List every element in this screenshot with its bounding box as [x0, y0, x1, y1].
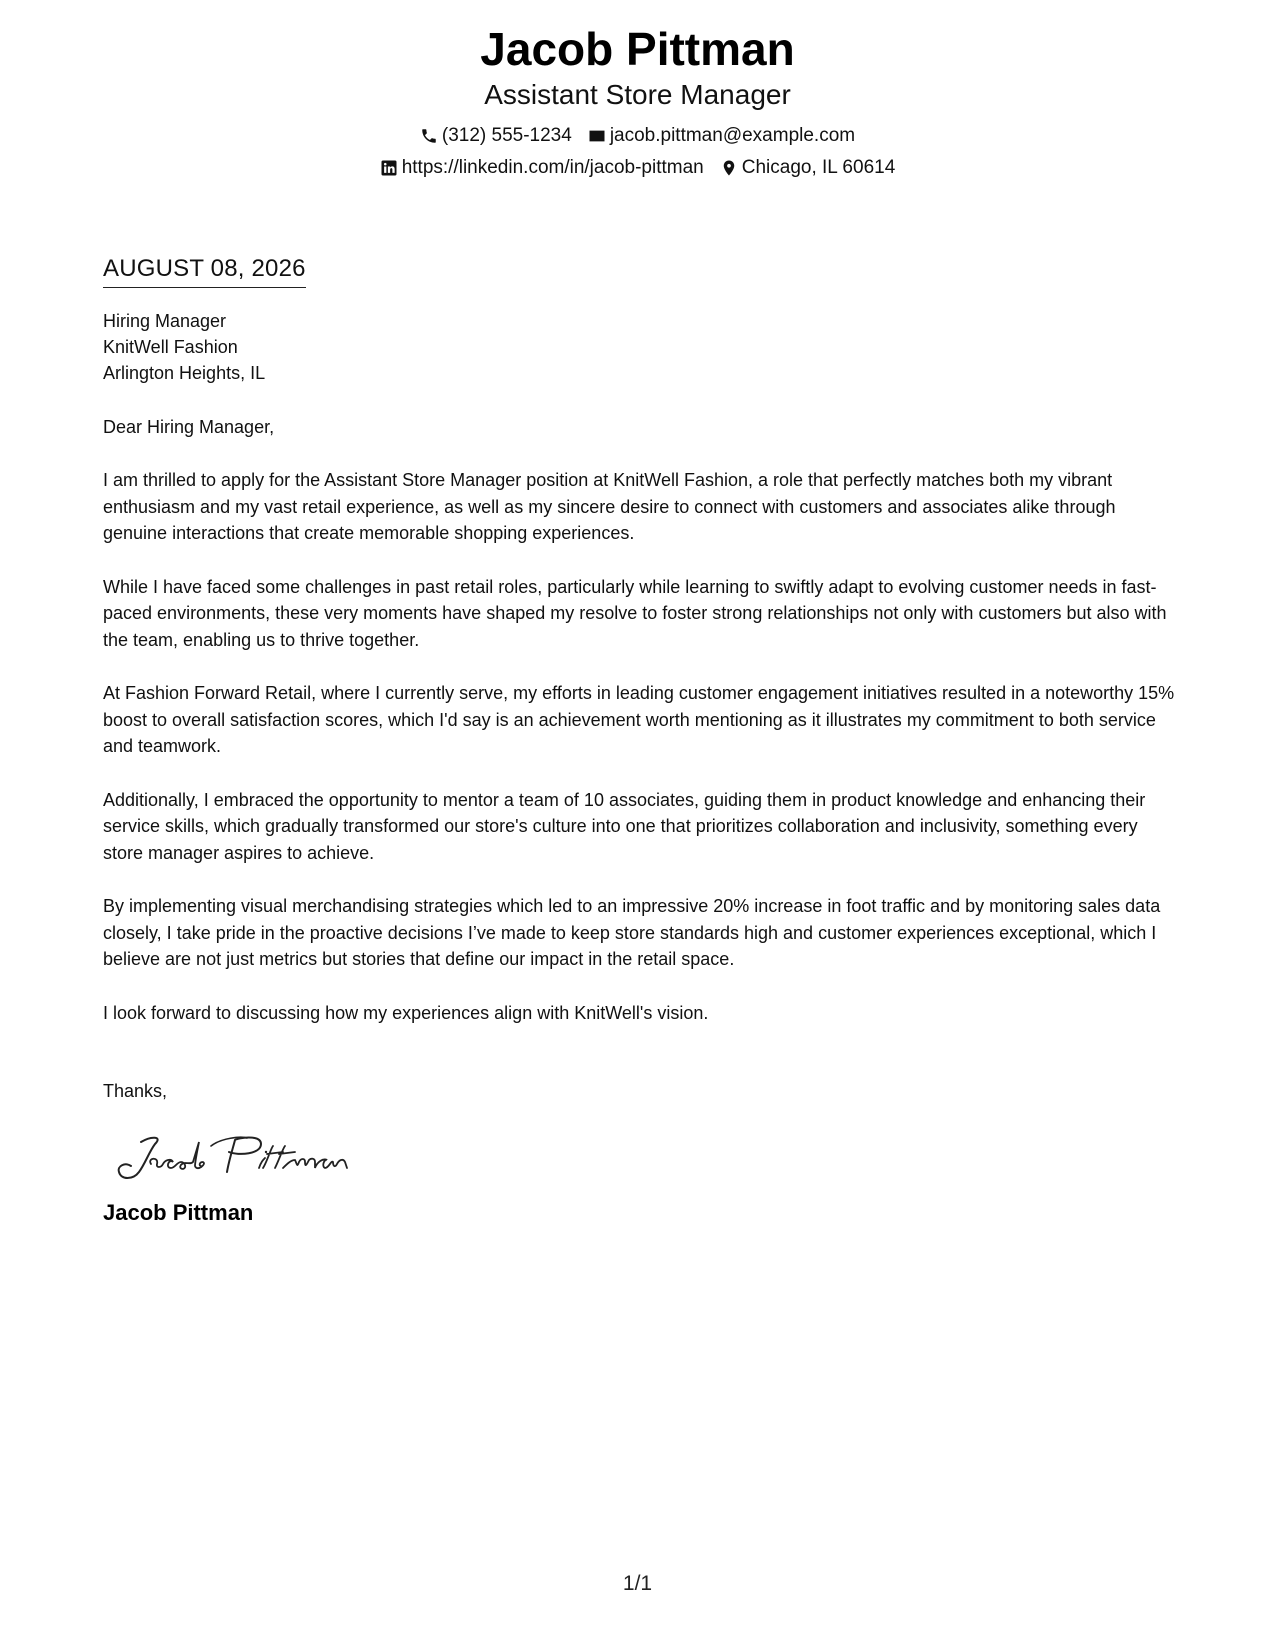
recipient-location: Arlington Heights, IL [103, 363, 266, 383]
letter-date: AUGUST 08, 2026 [103, 253, 306, 288]
contact-linkedin[interactable] [380, 152, 704, 184]
map-marker-icon [720, 159, 738, 177]
letter-header [0, 20, 1275, 184]
contact-location [720, 152, 896, 184]
recipient-company: KnitWell Fashion [103, 337, 238, 357]
recipient-block [103, 308, 1178, 386]
page-number: 1/1 [622, 1572, 653, 1595]
salutation: Dear Hiring Manager, [103, 417, 275, 437]
email-text[interactable]: jacob.pittman@example.com [609, 125, 856, 146]
paragraph: By implementing visual merchandising strategies which led to an impressive 20% increase in foot traffic and by monitoring sales data closely, I take pride in the proactive decisions I’ve made to keep store standards high and customer experiences exceptional, which I believe are not just metrics but stories that define our impact in the retail space. [103, 896, 1161, 969]
linkedin-text[interactable]: https://linkedin.com/in/jacob-pittman [401, 157, 704, 178]
contact-phone [420, 120, 572, 152]
paragraph: I look forward to discussing how my experiences align with KnitWell's vision. [103, 1002, 709, 1023]
applicant-job-title: Assistant Store Manager [484, 79, 791, 110]
contact-row-secondary [0, 152, 1275, 184]
paragraph: At Fashion Forward Retail, where I currently serve, my efforts in leading customer engagement initiatives resulted in a noteworthy 15% boost to overall satisfaction scores, which I'd say is an achievement worth mentioning as it illustrates my commitment to both service and teamwork. [103, 683, 1175, 756]
closing: Thanks, [103, 1081, 168, 1101]
phone-icon [420, 127, 438, 145]
location-text: Chicago, IL 60614 [741, 157, 896, 178]
paragraph: I am thrilled to apply for the Assistant Store Manager position at KnitWell Fashion, a role that perfectly matches both my vibrant enthusiasm and my vast retail experience, as well as my sincere desire to connect with customers and associates alike through genuine interactions that create memorable shopping experiences. [103, 470, 1116, 543]
contact-row-primary [0, 120, 1275, 152]
applicant-name: Jacob Pittman [480, 23, 795, 75]
signer-name: Jacob Pittman [103, 1200, 254, 1225]
phone-text: (312) 555-1234 [441, 125, 572, 146]
handwritten-signature [111, 1128, 371, 1188]
recipient-title: Hiring Manager [103, 311, 227, 331]
letter-body [103, 253, 1178, 1228]
contact-email[interactable] [588, 120, 855, 152]
envelope-icon [588, 127, 606, 145]
paragraph: While I have faced some challenges in past retail roles, particularly while learning to swiftly adapt to evolving customer needs in fast-paced environments, these very moments have shaped my resolve to foster strong relationships not only with customers but also with the team, enabling us to thrive together. [103, 576, 1167, 650]
linkedin-icon [380, 159, 398, 177]
paragraph: Additionally, I embraced the opportunity to mentor a team of 10 associates, guiding them in product knowledge and enhancing their service skills, which gradually transformed our store's culture into one that prioritizes collaboration and inclusivity, something every store manager aspires to achieve. [103, 789, 1146, 863]
